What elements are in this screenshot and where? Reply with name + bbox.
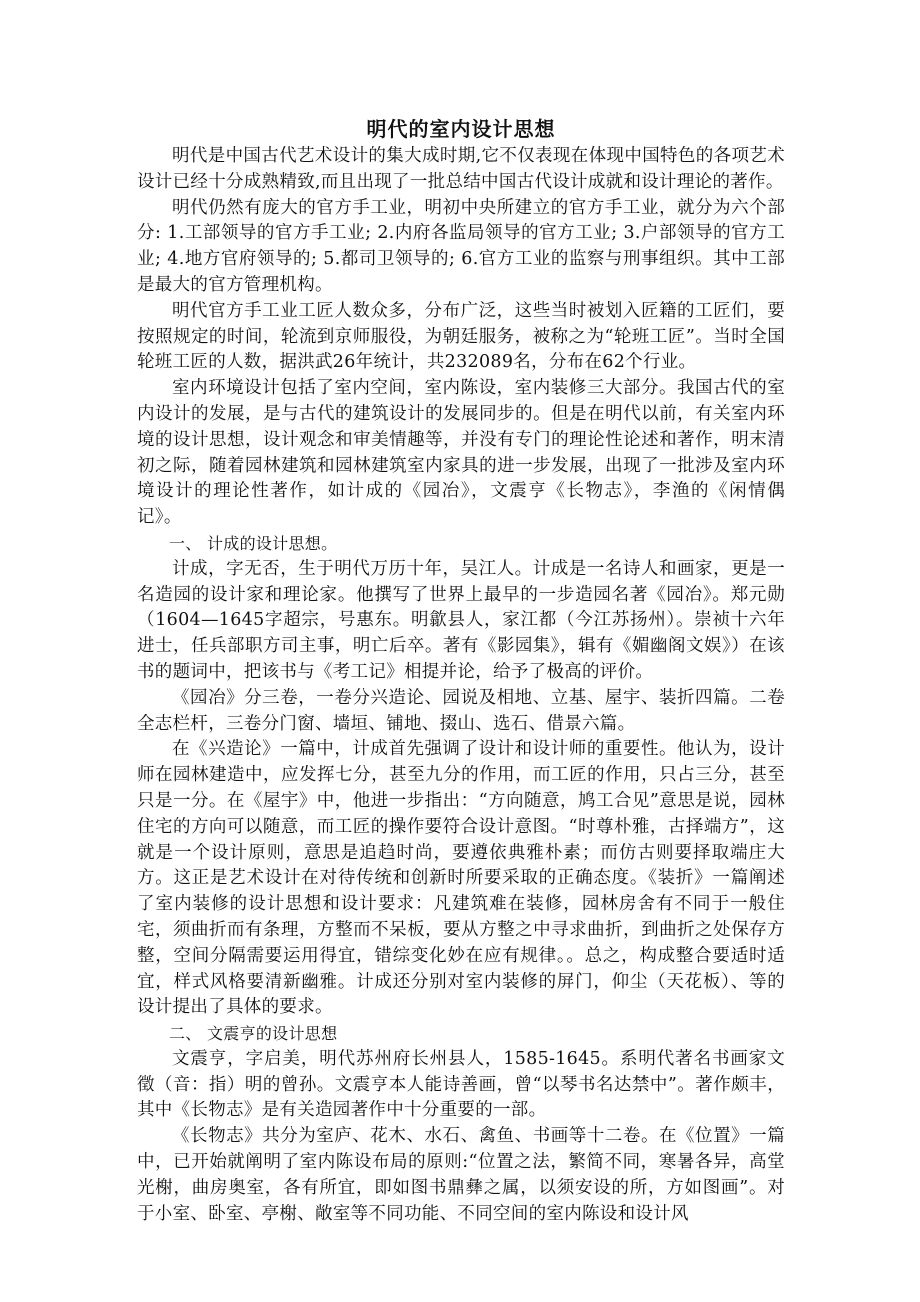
paragraph: 文震亨，字启美，明代苏州府长州县人，1585-1645。系明代著名书画家文徵（音：指）明的曾孙。文震亨本人能诗善画，曾“以琴书名达禁中”。著作颇丰，其中《长物志》是有关造园著作中十分重要的一部。	[137, 1048, 785, 1121]
paragraph: 室内环境设计包括了室内空间，室内陈设，室内装修三大部分。我国古代的室内设计的发展，是与古代的建筑设计的发展同步的。但是在明代以前，有关室内环境的设计思想，设计观念和审美情趣等，并没有专门的理论性论述和著作，明末清初之际，随着园林建筑和园林建筑室内家具的进一步发展，出现了一批涉及室内环境设计的理论性著作，如计成的《园冶》，文震亨《长物志》，李渔的《闲情偶记》。	[137, 378, 785, 528]
document-title: 明代的室内设计思想	[366, 117, 556, 141]
document-body	[137, 114, 785, 1227]
paragraph: 《长物志》共分为室庐、花木、水石、禽鱼、书画等十二卷。在《位置》一篇中，已开始就阐明了室内陈设布局的原则:“位置之法，繁简不同，寒暑各异，高堂光榭，曲房奥室，各有所宜，即如图书鼎彝之属，以须安设的所，方如图画”。对于小室、卧室、亭榭、敞室等不同功能、不同空间的室内陈设和设计风	[137, 1126, 785, 1224]
paragraph: 明代是中国古代艺术设计的集大成时期,它不仅表现在体现中国特色的各项艺术设计已经十分成熟精致,而且出现了一批总结中国古代设计成就和设计理论的著作。	[137, 146, 785, 192]
paragraph: 计成，字无否，生于明代万历十年，吴江人。计成是一名诗人和画家，更是一名造园的设计家和理论家。他撰写了世界上最早的一步造园名著《园冶》。郑元勋（1604—1645字超宗，号惠东。明歙县人，家江都（今江苏扬州）。崇祯十六年进士，任兵部职方司主事，明亡后卒。著有《影园集》，辑有《媚幽阁文娱》）在该书的题词中，把该书与《考工记》相提并论，给予了极高的评价。	[137, 558, 785, 682]
section-heading-jicheng: 一、 计成的设计思想。	[169, 533, 338, 553]
section-heading-wenzhenheng: 二、 文震亨的设计思想	[169, 1024, 338, 1044]
paragraph: 明代官方手工业工匠人数众多，分布广泛，这些当时被划入匠籍的工匠们，要按照规定的时间，轮流到京师服役，为朝廷服务，被称之为“轮班工匠”。当时全国轮班工匠的人数，据洪武26年统计，共232089名，分布在62个行业。	[137, 300, 785, 373]
paragraph: 《园冶》分三卷，一卷分兴造论、园说及相地、立基、屋宇、装折四篇。二卷全志栏杆，三卷分门窗、墙垣、铺地、掇山、选石、借景六篇。	[137, 687, 785, 734]
paragraph: 在《兴造论》一篇中，计成首先强调了设计和设计师的重要性。他认为，设计师在园林建造中，应发挥七分，甚至九分的作用，而工匠的作用，只占三分，甚至只是一分。在《屋宇》中，他进一步指出：“方向随意，鸠工合见”意思是说，园林住宅的方向可以随意，而工匠的操作要符合设计意图。“时尊朴雅，古择端方”，这就是一个设计原则，意思是追趋时尚，要遵依典雅朴素；而仿古则要择取端庄大方。这正是艺术设计在对待传统和创新时所要采取的正确态度。《装折》一篇阐述了室内装修的设计思想和设计要求：凡建筑难在装修，园林房舍有不同于一般住宅，须曲折而有条理，方整而不呆板，要从方整之中寻求曲折，到曲折之处保存方整，空间分隔需要运用得宜，错综变化妙在应有规律。。总之，构成整合要适时适宜，样式风格要清新幽雅。计成还分别对室内装修的屏门，仰尘（天花板）、等的设计提出了具体的要求。	[137, 739, 785, 1018]
paragraph: 明代仍然有庞大的官方手工业，明初中央所建立的官方手工业，就分为六个部分: 1.工部领导的官方手工业; 2.内府各监局领导的官方工业; 3.户部领导的官方工业; 4.地方官府领导的; 5.都司卫领导的; 6.官方工业的监察与刑事组织。其中工部是最大的官方管理机构。	[137, 197, 785, 295]
